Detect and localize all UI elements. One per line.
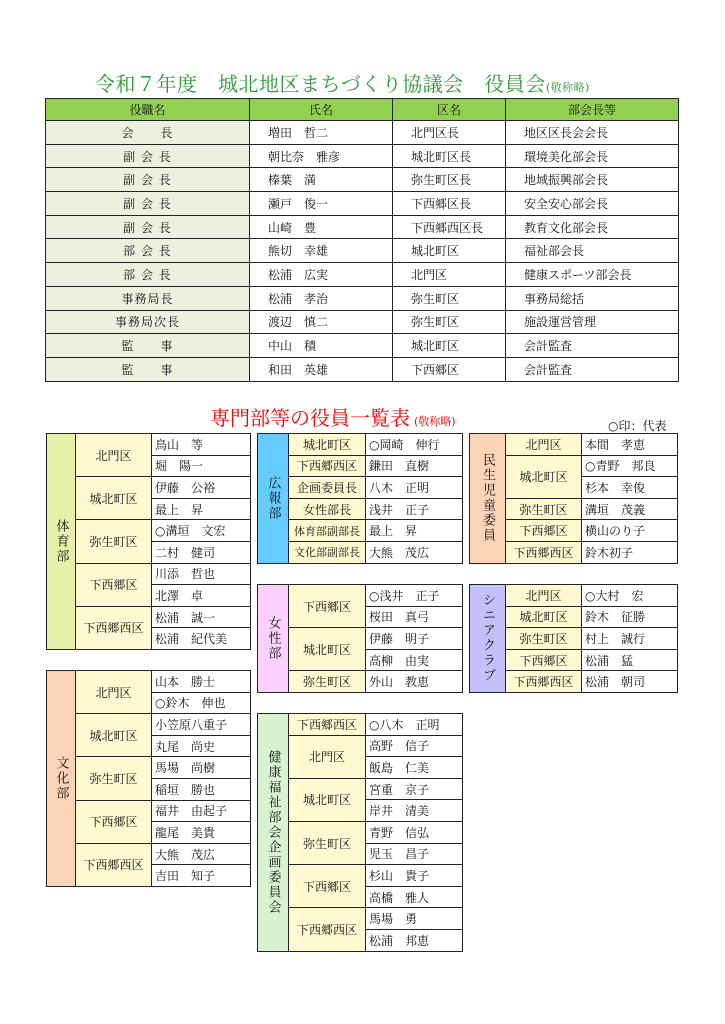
- taiiku-member: 北澤 卓: [152, 585, 251, 607]
- officer-role: 監 事: [46, 357, 250, 381]
- kenkou-row: [258, 735, 463, 757]
- kenkou-member: 児玉 昌子: [366, 843, 463, 865]
- kenkou-member: 高野 信子: [366, 735, 463, 757]
- bunka-row: [47, 757, 251, 779]
- bunka-row: [47, 671, 251, 693]
- officer-role: 副 会 長: [46, 144, 250, 168]
- officer-row: [46, 286, 679, 310]
- taiiku-area: 城北町区: [76, 477, 152, 520]
- taiiku-member: 最上 昇: [152, 498, 251, 520]
- officer-name: 瀬戸 俊一: [250, 192, 393, 216]
- kouhou-row: [258, 498, 463, 520]
- taiiku-row: [47, 563, 251, 585]
- bunka-area: 北門区: [76, 671, 152, 714]
- senior-area: 下西郷区: [506, 649, 582, 671]
- officer-row: [46, 310, 679, 334]
- bunka-member: 福井 由起子: [152, 800, 251, 822]
- officer-row: [46, 239, 679, 263]
- bunka-member: 丸尾 尚史: [152, 735, 251, 757]
- officer-area: 城北町区長: [393, 144, 506, 168]
- officer-area: 城北町区: [393, 239, 506, 263]
- officer-area: 北門区: [393, 263, 506, 287]
- taiiku-member: 伊藤 公裕: [152, 477, 251, 499]
- officer-duty: 地域振興部会長: [506, 168, 679, 192]
- officer-name: 朝比奈 雅彦: [250, 144, 393, 168]
- officer-name: 山崎 豊: [250, 215, 393, 239]
- kouhou-area: 文化部副部長: [289, 541, 366, 563]
- josei-member: 高柳 由実: [366, 649, 463, 671]
- officer-row: [46, 215, 679, 239]
- officer-area: 弥生町区長: [393, 168, 506, 192]
- officer-row: [46, 334, 679, 358]
- taiiku-member: 堀 陽一: [152, 455, 251, 477]
- josei-member: 外山 教恵: [366, 671, 463, 693]
- taiiku-member: 川添 哲也: [152, 563, 251, 585]
- kouhou-row: [258, 434, 463, 456]
- officer-duty: 会計監査: [506, 357, 679, 381]
- officer-row: [46, 168, 679, 192]
- page-title-note: (敬称略): [545, 81, 590, 94]
- josei-member: 桜田 真弓: [366, 606, 463, 628]
- kouhou-member: 浅井 正子: [366, 498, 463, 520]
- taiiku-member: 松浦 紀代美: [152, 628, 251, 650]
- bunka-member: 馬場 尚樹: [152, 757, 251, 779]
- josei-table: [257, 584, 463, 693]
- officer-row: [46, 263, 679, 287]
- senior-row: [470, 585, 678, 607]
- kenkou-area: 城北町区: [289, 778, 366, 821]
- officer-duty: 環境美化部会長: [506, 144, 679, 168]
- senior-area: 下西郷西区: [506, 671, 582, 693]
- kenkou-row: [258, 908, 463, 930]
- taiiku-row: [47, 606, 251, 628]
- taiiku-row: [47, 520, 251, 542]
- bunka-member: 小笠原八重子: [152, 714, 251, 736]
- josei-area: 城北町区: [289, 628, 366, 671]
- kouhou-area: 女性部長: [289, 498, 366, 520]
- officer-area: 弥生町区: [393, 310, 506, 334]
- bunka-area: 下西郷区: [76, 800, 152, 843]
- minsei-table: [469, 433, 678, 564]
- header-role: 役職名: [46, 99, 250, 121]
- josei-row: [258, 628, 463, 650]
- kenkou-member: 宮重 京子: [366, 778, 463, 800]
- josei-row: [258, 585, 463, 607]
- minsei-dept-label: 民生児童委員: [470, 434, 506, 564]
- kouhou-member: ○岡崎 伸行: [366, 434, 463, 456]
- bunka-member: 龍尾 美貴: [152, 822, 251, 844]
- taiiku-area: 北門区: [76, 434, 152, 477]
- kouhou-member: 大熊 茂広: [366, 541, 463, 563]
- minsei-member: 鈴木初子: [582, 541, 678, 563]
- committee-title-text: 専門部等の役員一覧表: [210, 406, 410, 430]
- kouhou-member: 最上 昇: [366, 520, 463, 542]
- taiiku-area: 下西郷西区: [76, 606, 152, 649]
- minsei-row: [470, 434, 678, 456]
- bunka-area: 弥生町区: [76, 757, 152, 800]
- officer-duty: 会計監査: [506, 334, 679, 358]
- officer-name: 渡辺 慎二: [250, 310, 393, 334]
- bunka-dept-label: 文化部: [47, 671, 76, 887]
- officer-role: 副 会 長: [46, 215, 250, 239]
- officer-row: [46, 357, 679, 381]
- officer-role: 会 長: [46, 121, 250, 145]
- bunka-member: 大熊 茂広: [152, 843, 251, 865]
- taiiku-member: 鳥山 等: [152, 434, 251, 456]
- officers-table: [45, 98, 679, 382]
- josei-row: [258, 671, 463, 693]
- taiiku-area: 弥生町区: [76, 520, 152, 563]
- taiiku-dept-label: 体育部: [47, 434, 76, 650]
- officer-row: [46, 121, 679, 145]
- minsei-member: 溝垣 茂義: [582, 498, 678, 520]
- senior-member: 鈴木 征勝: [582, 606, 678, 628]
- bunka-table: [46, 670, 251, 887]
- kenkou-member: 松浦 邦恵: [366, 929, 463, 951]
- taiiku-member: ○溝垣 文宏: [152, 520, 251, 542]
- josei-dept-label: 女性部: [258, 585, 289, 693]
- bunka-member: 山本 勝士: [152, 671, 251, 693]
- kouhou-member: 八木 正明: [366, 477, 463, 499]
- officer-area: 下西郷区長: [393, 192, 506, 216]
- officer-row: [46, 144, 679, 168]
- kenkou-member: 岸井 清美: [366, 800, 463, 822]
- senior-area: 北門区: [506, 585, 582, 607]
- officer-name: 増田 哲二: [250, 121, 393, 145]
- kouhou-area: 下西郷西区: [289, 455, 366, 477]
- header-area: 区名: [393, 99, 506, 121]
- kenkou-row: [258, 821, 463, 843]
- kouhou-dept-label: 広報部: [258, 434, 289, 564]
- minsei-area: 下西郷区: [506, 520, 582, 542]
- bunka-row: [47, 714, 251, 736]
- senior-area: 城北町区: [506, 606, 582, 628]
- taiiku-area: 下西郷区: [76, 563, 152, 606]
- header-duty: 部会長等: [506, 99, 679, 121]
- officer-row: [46, 192, 679, 216]
- officer-area: 下西郷区: [393, 357, 506, 381]
- officer-name: 中山 積: [250, 334, 393, 358]
- taiiku-table: [46, 433, 251, 650]
- kenkou-member: ○八木 正明: [366, 714, 463, 736]
- officer-role: 事務局長: [46, 286, 250, 310]
- kouhou-row: [258, 520, 463, 542]
- minsei-area: 弥生町区: [506, 498, 582, 520]
- officer-name: 榛葉 満: [250, 168, 393, 192]
- senior-area: 弥生町区: [506, 628, 582, 650]
- senior-member: 松浦 朝司: [582, 671, 678, 693]
- kouhou-area: 城北町区: [289, 434, 366, 456]
- bunka-member: 稲垣 勝也: [152, 778, 251, 800]
- kenkou-row: [258, 714, 463, 736]
- kouhou-row: [258, 455, 463, 477]
- kouhou-area: 企画委員長: [289, 477, 366, 499]
- taiiku-member: 松浦 誠一: [152, 606, 251, 628]
- kenkou-area: 北門区: [289, 735, 366, 778]
- officer-role: 副 会 長: [46, 192, 250, 216]
- kenkou-area: 弥生町区: [289, 821, 366, 864]
- senior-member: 松浦 猛: [582, 649, 678, 671]
- kenkou-area: 下西郷西区: [289, 714, 366, 736]
- kenkou-table: [257, 713, 463, 952]
- officer-duty: 教育文化部会長: [506, 215, 679, 239]
- josei-member: 伊藤 明子: [366, 628, 463, 650]
- bunka-row: [47, 843, 251, 865]
- josei-member: ○浅井 正子: [366, 585, 463, 607]
- legend: ○印：代表: [608, 419, 667, 433]
- taiiku-row: [47, 434, 251, 456]
- officer-area: 下西郷西区長: [393, 215, 506, 239]
- taiiku-member: 二村 健司: [152, 541, 251, 563]
- committee-title: [210, 402, 456, 430]
- officer-duty: 地区区長会会長: [506, 121, 679, 145]
- taiiku-row: [47, 477, 251, 499]
- officer-name: 和田 英雄: [250, 357, 393, 381]
- minsei-member: 杉本 幸俊: [582, 477, 678, 499]
- officer-area: 北門区長: [393, 121, 506, 145]
- officer-name: 松浦 孝治: [250, 286, 393, 310]
- officer-duty: 安全安心部会長: [506, 192, 679, 216]
- minsei-area: 北門区: [506, 434, 582, 456]
- senior-member: ○大村 宏: [582, 585, 678, 607]
- josei-area: 下西郷区: [289, 585, 366, 628]
- officers-header-row: [46, 99, 679, 121]
- minsei-member: 横山のり子: [582, 520, 678, 542]
- kenkou-dept-label: 健康福祉部会企画委員会: [258, 714, 289, 952]
- bunka-area: 城北町区: [76, 714, 152, 757]
- kenkou-member: 飯島 仁美: [366, 757, 463, 779]
- senior-dept-label: シニアクラブ: [470, 585, 506, 693]
- officer-name: 松浦 広実: [250, 263, 393, 287]
- kenkou-member: 杉山 貴子: [366, 865, 463, 887]
- officer-role: 部 会 長: [46, 263, 250, 287]
- minsei-member: 本間 孝恵: [582, 434, 678, 456]
- kenkou-member: 青野 信弘: [366, 821, 463, 843]
- header-name: 氏名: [250, 99, 393, 121]
- kouhou-row: [258, 477, 463, 499]
- senior-table: [469, 584, 678, 693]
- minsei-area: 下西郷西区: [506, 541, 582, 563]
- bunka-area: 下西郷西区: [76, 843, 152, 886]
- officer-role: 事務局次長: [46, 310, 250, 334]
- kouhou-table: [257, 433, 463, 564]
- kouhou-area: 体育部副部長: [289, 520, 366, 542]
- page-title: [95, 68, 655, 98]
- kenkou-area: 下西郷区: [289, 865, 366, 908]
- kenkou-row: [258, 865, 463, 887]
- senior-member: 村上 誠行: [582, 628, 678, 650]
- kenkou-row: [258, 778, 463, 800]
- bunka-member: ○鈴木 伸也: [152, 692, 251, 714]
- bunka-row: [47, 800, 251, 822]
- officer-name: 熊切 幸雄: [250, 239, 393, 263]
- officer-duty: 事務局総括: [506, 286, 679, 310]
- officer-role: 副 会 長: [46, 168, 250, 192]
- kouhou-member: 鎌田 直樹: [366, 455, 463, 477]
- kenkou-member: 馬場 勇: [366, 908, 463, 930]
- officer-area: 弥生町区: [393, 286, 506, 310]
- bunka-member: 吉田 知子: [152, 865, 251, 887]
- minsei-member: ○青野 邦良: [582, 455, 678, 477]
- kouhou-row: [258, 541, 463, 563]
- officer-role: 部 会 長: [46, 239, 250, 263]
- officer-duty: 福祉部会長: [506, 239, 679, 263]
- committee-title-note: (敬称略): [414, 415, 456, 428]
- officer-area: 城北町区: [393, 334, 506, 358]
- page-title-text: 令和７年度 城北地区まちづくり協議会 役員会: [95, 72, 546, 96]
- officer-duty: 健康スポーツ部会長: [506, 263, 679, 287]
- kenkou-member: 高橋 雅人: [366, 886, 463, 908]
- officer-duty: 施設運営管理: [506, 310, 679, 334]
- minsei-area: 城北町区: [506, 455, 582, 498]
- kenkou-area: 下西郷西区: [289, 908, 366, 951]
- josei-area: 弥生町区: [289, 671, 366, 693]
- officer-role: 監 事: [46, 334, 250, 358]
